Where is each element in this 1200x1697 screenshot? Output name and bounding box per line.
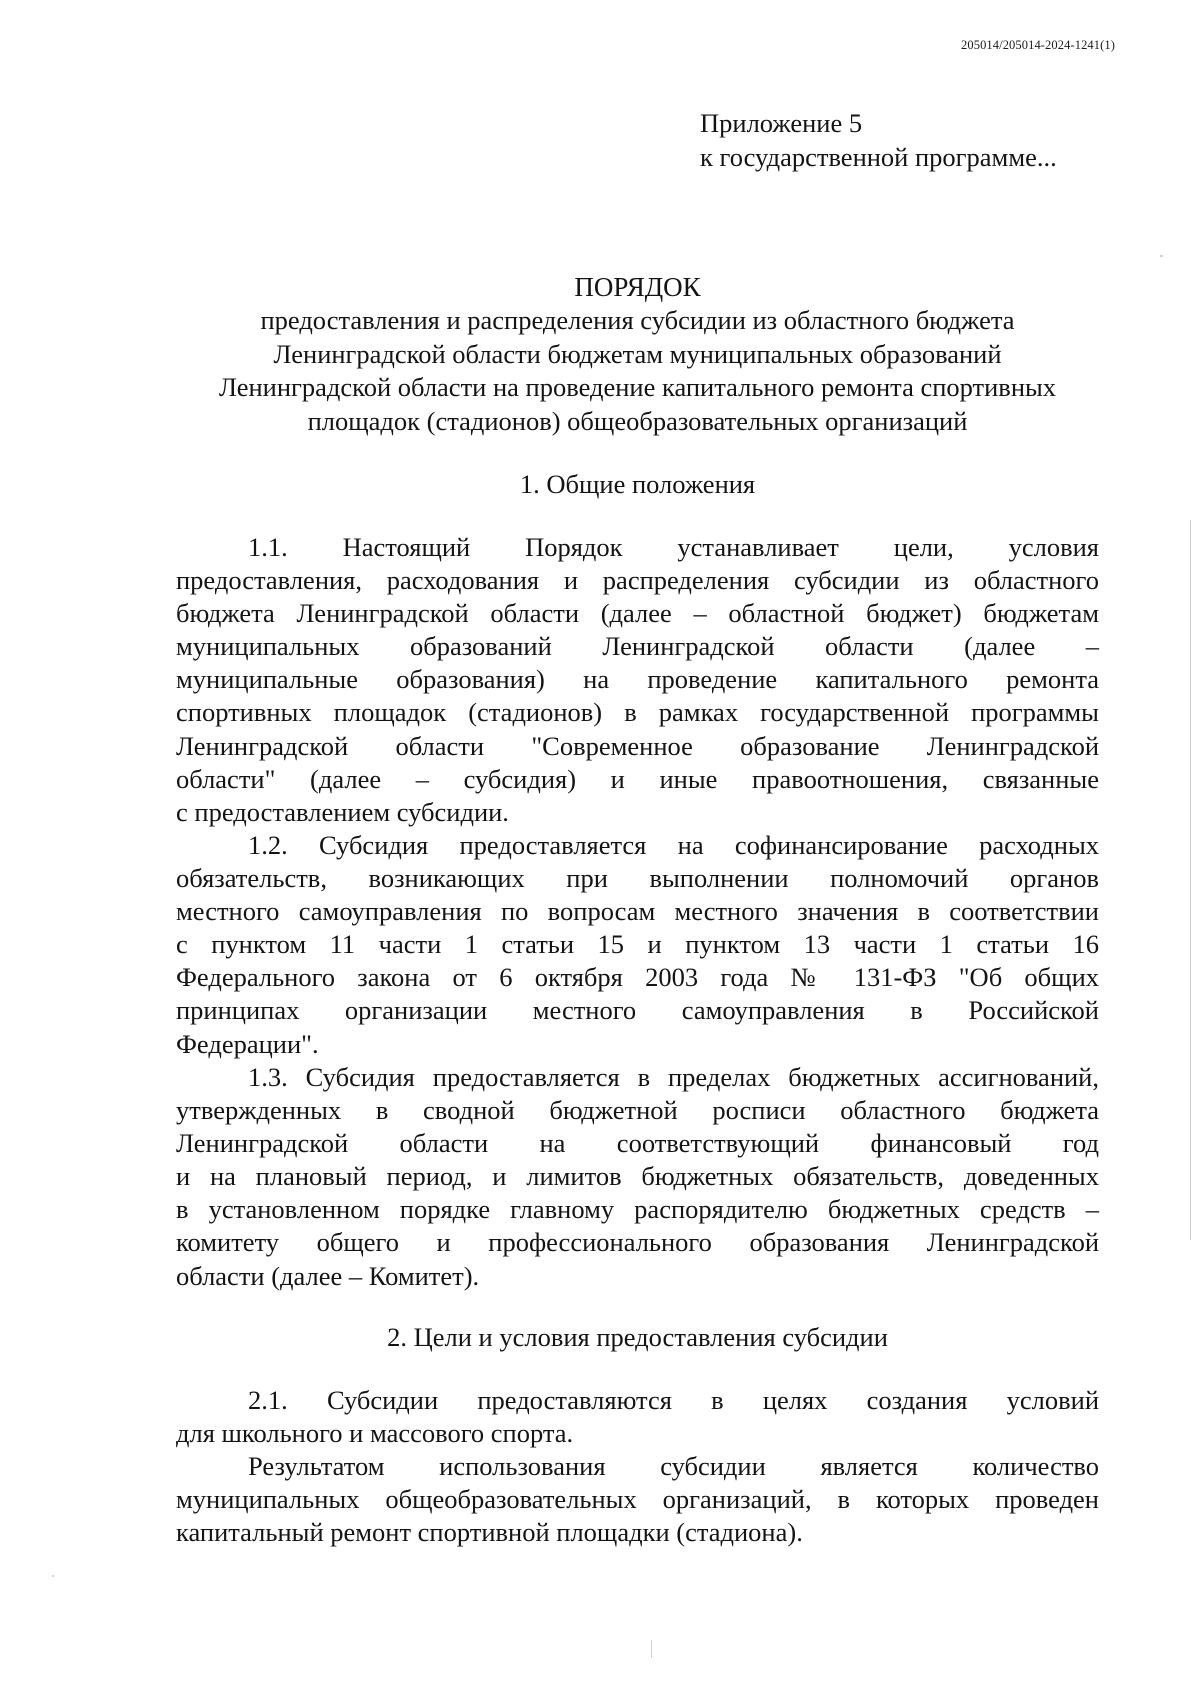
text-line: 1.1. Настоящий Порядок устанавливает цели, условия	[248, 532, 1099, 562]
text-line: 1.2. Субсидия предоставляется на софинансирование расходных	[248, 830, 1099, 860]
text-line: с пунктом 11 части 1 статьи 15 и пунктом 13 части 1 статьи 16	[176, 929, 1099, 960]
title-line-2: Ленинградской области бюджетам муниципальных образований	[273, 338, 1002, 369]
title-main: ПОРЯДОК	[574, 272, 701, 302]
document-title	[176, 270, 1099, 438]
paragraph-2-result	[176, 1450, 1099, 1549]
text-line: комитету общего и профессионального образования Ленинградской	[176, 1227, 1099, 1258]
text-line: бюджета Ленинградской области (далее – областной бюджет) бюджетам	[176, 598, 1099, 629]
text-line: муниципальные образования) на проведение капитального ремонта	[176, 664, 1099, 695]
scan-edge-mark	[1190, 520, 1191, 1240]
title-line-3: Ленинградской области на проведение капитального ремонта спортивных	[218, 372, 1057, 402]
text-line: с предоставлением субсидии.	[176, 796, 509, 827]
text-line: 1.3. Субсидия предоставляется в пределах бюджетных ассигнований,	[248, 1062, 1099, 1092]
text-line: обязательств, возникающих при выполнении полномочий органов	[176, 863, 1099, 894]
text-line: 2.1. Субсидии предоставляются в целях создания условий	[248, 1385, 1099, 1415]
text-line: местного самоуправления по вопросам местного значения в соответствии	[176, 896, 1099, 927]
appendix-line-1: Приложение 5	[700, 108, 863, 138]
text-line: Федерального закона от 6 октября 2003 года № 131-ФЗ "Об общих	[176, 962, 1099, 993]
title-line-4: площадок (стадионов) общеобразовательных организаций	[307, 405, 968, 436]
text-line: Ленинградской области на соответствующий финансовый год	[176, 1128, 1099, 1159]
text-line: капитальный ремонт спортивной площадки (стадиона).	[176, 1517, 803, 1548]
text-line: Результатом использования субсидии является количество	[248, 1451, 1099, 1481]
text-line: принципах организации местного самоуправления в Российской	[176, 995, 1099, 1026]
text-line: утвержденных в сводной бюджетной росписи областного бюджета	[176, 1095, 1099, 1126]
text-line: Ленинградской области "Современное образование Ленинградской	[176, 730, 1099, 761]
title-line-1: предоставления и распределения субсидии из областного бюджета	[260, 305, 1015, 335]
appendix-line-2: к государственной программе...	[700, 142, 1057, 172]
section-2-heading: 2. Цели и условия предоставления субсидии	[387, 1322, 888, 1352]
scan-speck	[1160, 255, 1163, 257]
text-line: области (далее – Комитет).	[176, 1260, 480, 1291]
document-id: 205014/205014-2024-1241(1)	[961, 38, 1115, 52]
appendix-reference	[700, 106, 1057, 174]
text-line: в установленном порядке главному распорядителю бюджетных средств –	[176, 1194, 1099, 1225]
text-line: спортивных площадок (стадионов) в рамках государственной программы	[176, 697, 1099, 728]
text-line: муниципальных образований Ленинградской области (далее –	[176, 631, 1099, 662]
paragraph-2-1	[176, 1384, 1099, 1450]
paragraph-1-1	[176, 531, 1099, 829]
text-line: и на плановый период, и лимитов бюджетных обязательств, доведенных	[176, 1161, 1099, 1192]
text-line: предоставления, расходования и распределения субсидии из областного	[176, 565, 1099, 596]
section-1-heading: 1. Общие положения	[519, 469, 756, 499]
text-line: муниципальных общеобразовательных организаций, в которых проведен	[176, 1484, 1099, 1515]
scan-speck	[52, 1575, 54, 1577]
paragraph-1-3	[176, 1061, 1099, 1293]
text-line: для школьного и массового спорта.	[176, 1418, 574, 1449]
text-line: области" (далее – субсидия) и иные правоотношения, связанные	[176, 763, 1099, 794]
paragraph-1-2	[176, 829, 1099, 1061]
text-line: Федерации".	[176, 1028, 319, 1059]
scan-speck	[651, 1640, 652, 1658]
